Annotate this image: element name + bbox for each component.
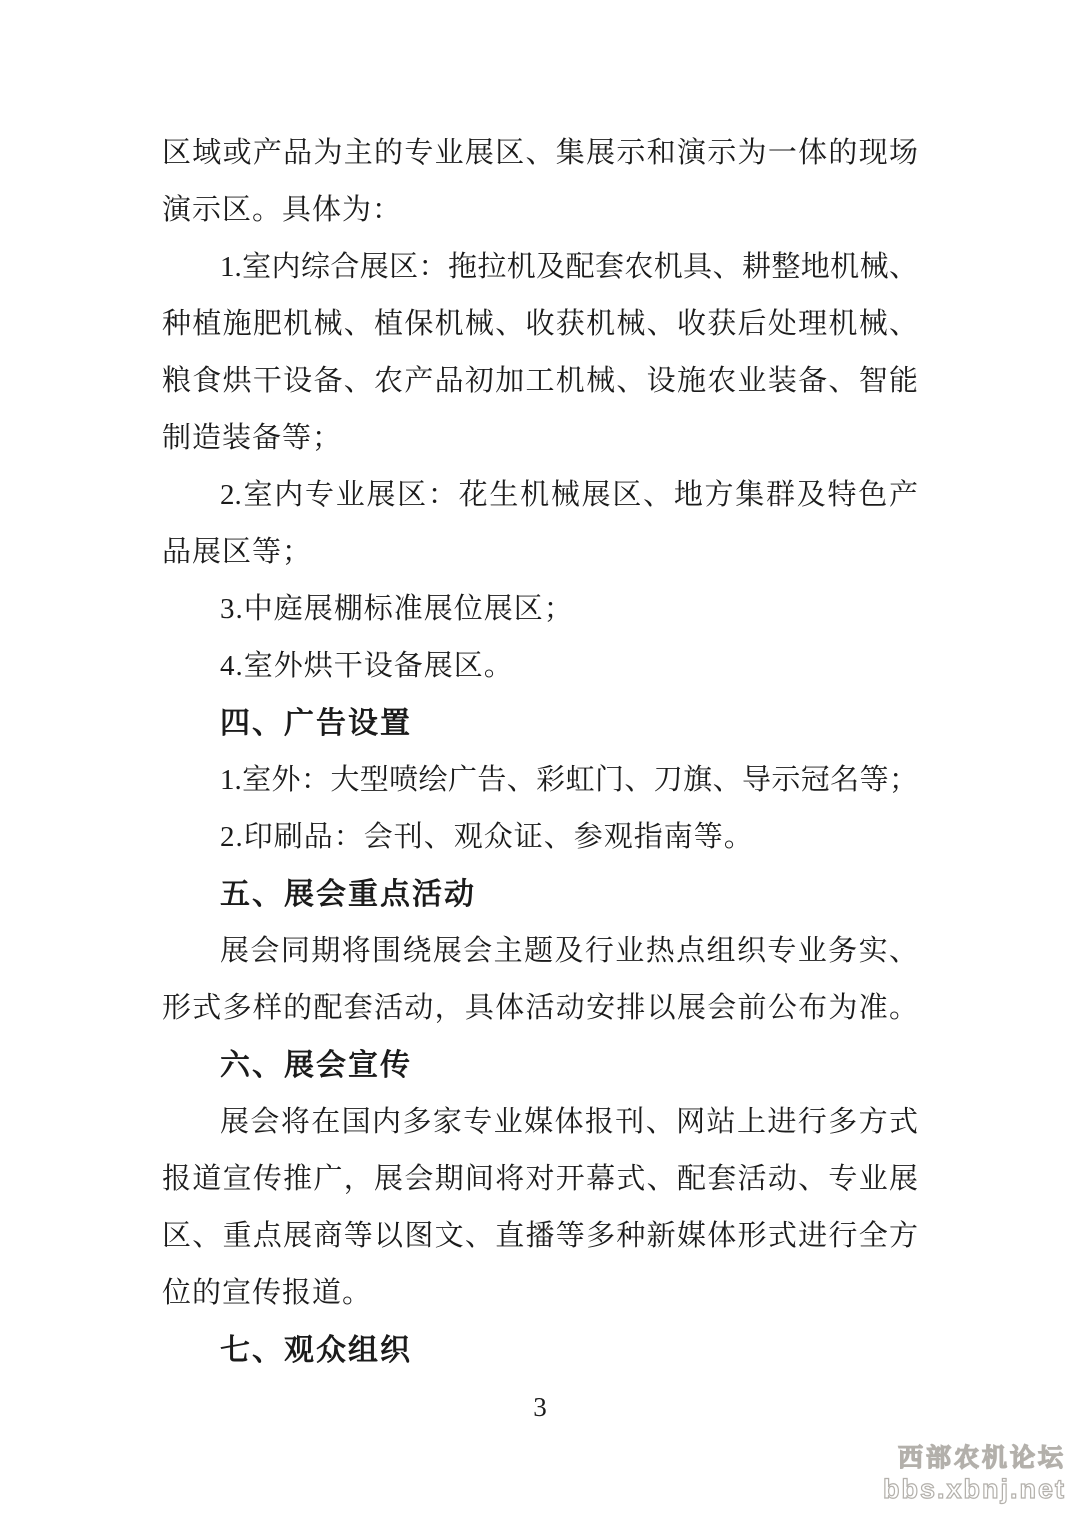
list-item-line: 4.室外烘干设备展区。 [220,650,514,682]
document-body [162,125,918,1436]
section-heading: 七、观众组织 [220,1334,412,1367]
section-heading: 四、广告设置 [220,707,412,740]
paragraph-line: 区、重点展商等以图文、直播等多种新媒体形式进行全方 [162,1220,918,1252]
paragraph-line: 位的宣传报道。 [162,1277,373,1309]
paragraph-line: 粮食烘干设备、农产品初加工机械、设施农业装备、智能 [162,365,918,397]
paragraph-line: 演示区。具体为： [162,194,403,226]
section-heading: 六、展会宣传 [220,1049,412,1082]
section-heading: 五、展会重点活动 [220,878,476,911]
page-number: 3 [533,1392,547,1422]
watermark-site-url: bbs.xbnj.net [882,1474,1066,1504]
paragraph-line: 展会同期将围绕展会主题及行业热点组织专业务实、 [220,935,918,967]
paragraph-line: 品展区等； [162,536,313,568]
list-item-line: 3.中庭展棚标准展位展区； [220,593,574,625]
paragraph-line: 报道宣传推广，展会期间将对开幕式、配套活动、专业展 [162,1163,918,1195]
list-item-line: 2.室内专业展区：花生机械展区、地方集群及特色产 [220,479,918,511]
watermark-site-name: 西部农机论坛 [897,1444,1066,1472]
list-item-line: 2.印刷品：会刊、观众证、参观指南等。 [220,821,754,853]
paragraph-line: 区域或产品为主的专业展区、集展示和演示为一体的现场 [162,137,918,169]
paragraph-line: 种植施肥机械、植保机械、收获机械、收获后处理机械、 [162,308,918,340]
list-item-line: 1.室外：大型喷绘广告、彩虹门、刀旗、导示冠名等； [220,764,918,796]
paragraph-line: 展会将在国内多家专业媒体报刊、网站上进行多方式 [220,1106,918,1138]
paragraph-line: 形式多样的配套活动，具体活动安排以展会前公布为准。 [162,992,918,1024]
watermark [883,1443,1066,1505]
paragraph-line: 制造装备等； [162,422,343,454]
list-item-line: 1.室内综合展区：拖拉机及配套农机具、耕整地机械、 [220,251,918,283]
